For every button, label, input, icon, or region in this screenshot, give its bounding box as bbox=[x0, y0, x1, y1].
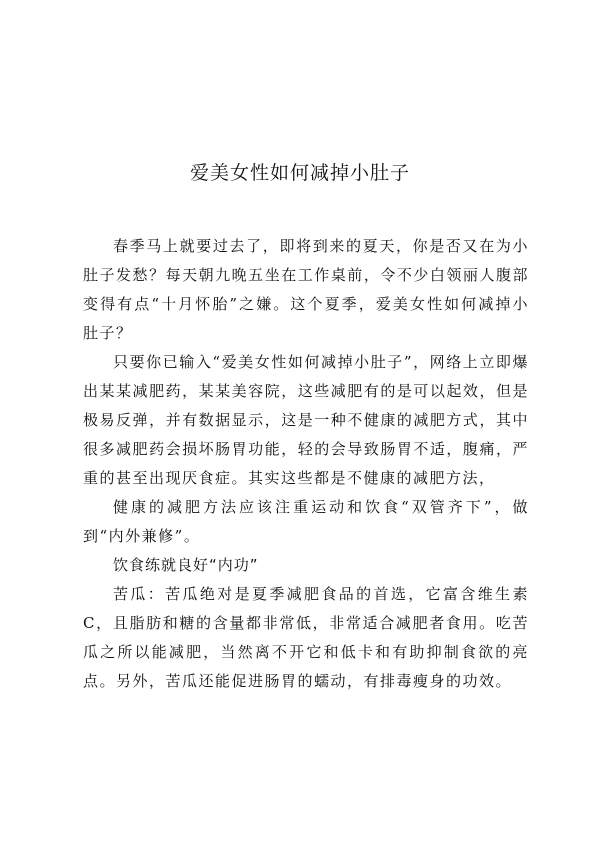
paragraph-intro: 春季马上就要过去了，即将到来的夏天，你是否又在为小肚子发愁？每天朝九晚五坐在工作桌前，令不少白领丽人腹部变得有点“十月怀胎”之嫌。这个夏季，爱美女性如何减掉小肚子？ bbox=[83, 237, 529, 342]
section-heading: 饮食练就良好“内功” bbox=[113, 556, 259, 574]
paragraph-healthy-method: 健康的减肥方法应该注重运动和饮食“双管齐下”，做到“内外兼修”。 bbox=[83, 498, 529, 545]
document-body bbox=[83, 232, 529, 696]
paragraph-diet-pills: 只要你已输入“爱美女性如何减掉小肚子”，网络上立即爆出某某减肥药，某某美容院，这些减肥有的是可以起效，但是极易反弹，并有数据显示，这是一种不健康的减肥方式，其中很多减肥药会损坏肠胃功能，轻的会导致肠胃不适，腹痛，严重的甚至出现厌食症。其实这些都是不健康的减肥方法， bbox=[83, 353, 529, 487]
paragraph-bitter-melon: 苦瓜：苦瓜绝对是夏季减肥食品的首选，它富含维生素 C，且脂肪和糖的含量都非常低，非常适合减肥者食用。吃苦瓜之所以能减肥，当然离不开它和低卡和有助抑制食欲的亮点。另外，苦瓜还能促进肠胃的蠕动，有排毒瘦身的功效。 bbox=[83, 585, 529, 690]
document-title: 爱美女性如何减掉小肚子 bbox=[189, 162, 410, 184]
